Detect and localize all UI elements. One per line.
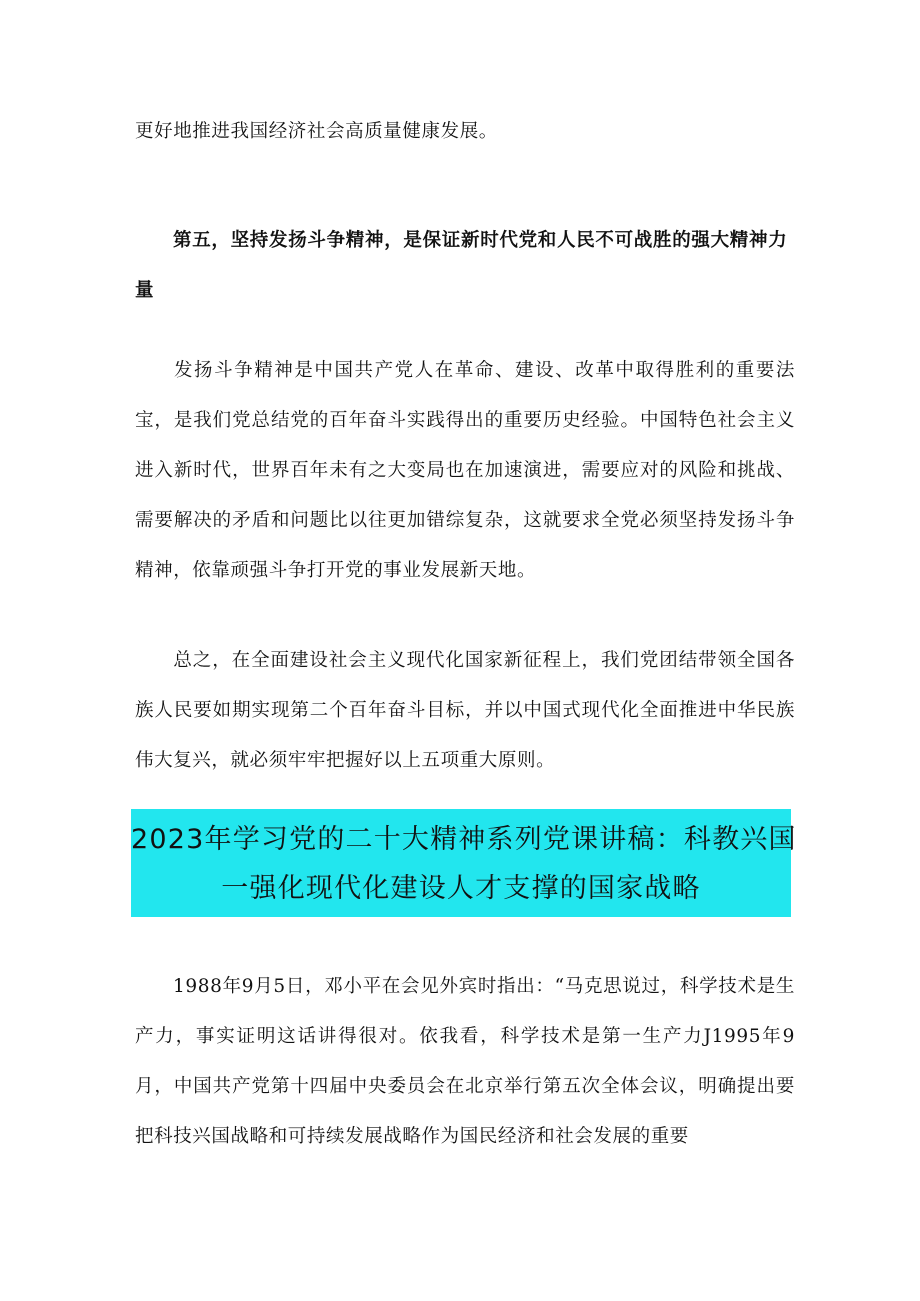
banner-title-line2: 一强化现代化建设人才支撑的国家战略 xyxy=(221,873,701,904)
paragraph-1988 xyxy=(135,962,795,1162)
paragraph-conclusion xyxy=(135,636,795,786)
paragraph-struggle-spirit xyxy=(135,346,795,596)
banner-title-line1: 2023年学习党的二十大精神系列党课讲稿：科教兴国 xyxy=(131,824,797,855)
section-heading-fifth xyxy=(135,216,791,316)
paragraph-tail: 更好地推进我国经济社会高质量健康发展。 xyxy=(135,121,498,142)
paragraph-1988-text: 1988年9月5日，邓小平在会见外宾时指出：“马克思说过，科学技术是生产力，事实证明这话讲得很对。依我看，科学技术是第一生产力J1995年9月，中国共产党第十四届中央委员会在北京举行第五次全体会议，明确提出要把科技兴国战略和可持续发展战略作为国民经济和社会发展的重要 xyxy=(135,976,795,1147)
paragraph-struggle-text: 发扬斗争精神是中国共产党人在革命、建设、改革中取得胜利的重要法宝，是我们党总结党的百年奋斗实践得出的重要历史经验。中国特色社会主义进入新时代，世界百年未有之大变局也在加速演进，需要应对的风险和挑战、需要解决的矛盾和问题比以往更加错综复杂，这就要求全党必须坚持发扬斗争精神，依靠顽强斗争打开党的事业发展新天地。 xyxy=(135,360,795,581)
section-heading-text: 第五，坚持发扬斗争精神，是保证新时代党和人民不可战胜的强大精神力量 xyxy=(135,230,788,301)
paragraph-conclusion-text: 总之，在全面建设社会主义现代化国家新征程上，我们党团结带领全国各族人民要如期实现第二个百年奋斗目标，并以中国式现代化全面推进中华民族伟大复兴，就必须牢牢把握好以上五项重大原则。 xyxy=(135,650,795,771)
lecture-title-banner xyxy=(131,809,797,917)
